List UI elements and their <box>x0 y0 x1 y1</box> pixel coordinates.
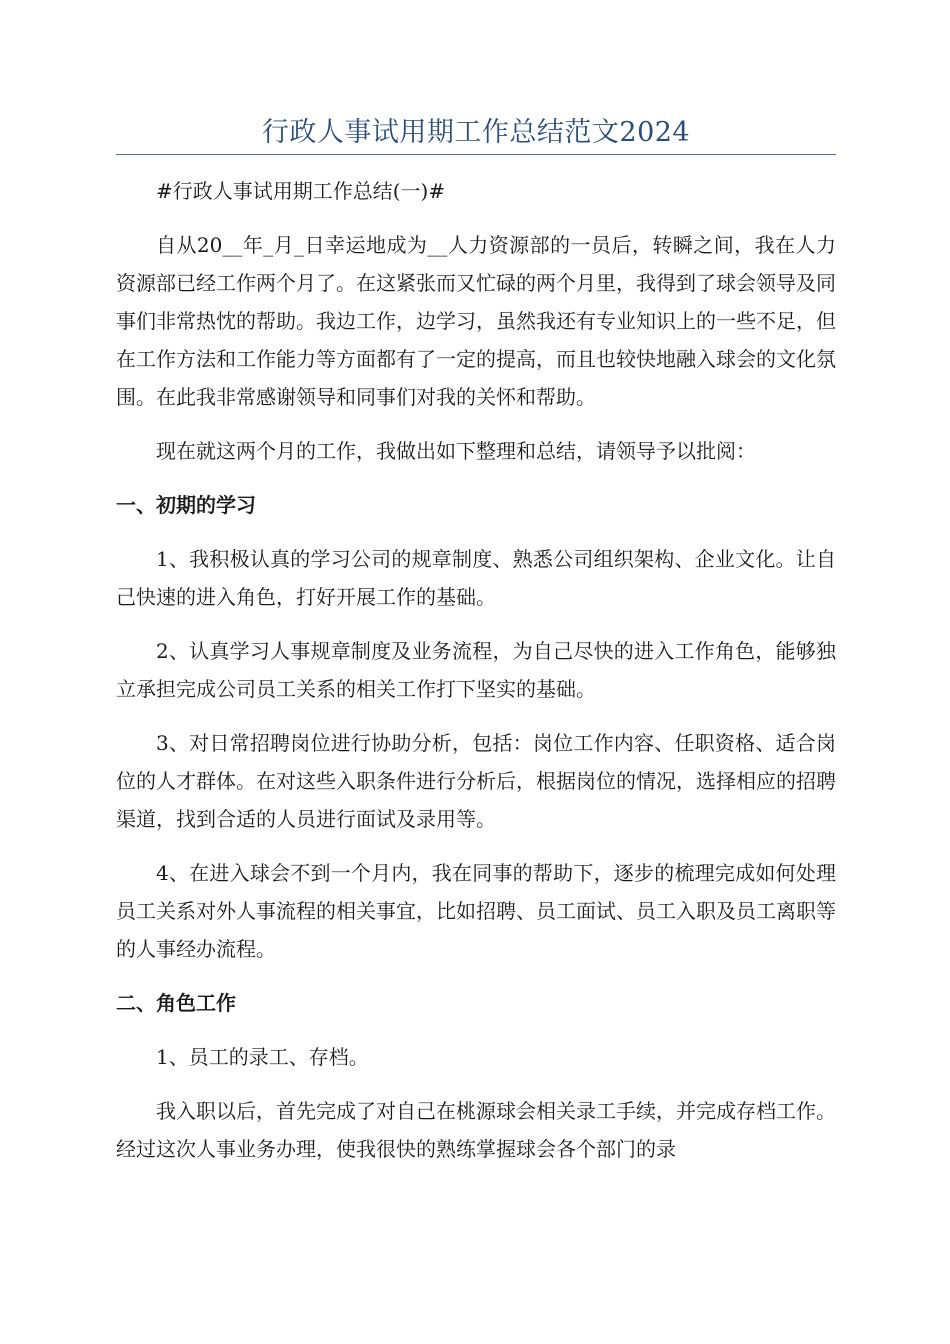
document-title: 行政人事试用期工作总结范文2024 <box>261 117 691 148</box>
document-body <box>116 172 836 1184</box>
section-heading-role-work: 二、角色工作 <box>116 991 236 1015</box>
title-underline <box>116 154 836 155</box>
list-paragraph-1: 1、我积极认真的学习公司的规章制度、熟悉公司组织架构、企业文化。让自己快速的进入角色，打好开展工作的基础。 <box>116 547 836 609</box>
role-item-1: 1、员工的录工、存档。 <box>156 1045 369 1069</box>
section-heading-early-learning: 一、初期的学习 <box>116 493 256 517</box>
role-paragraph-1: 我入职以后，首先完成了对自己在桃源球会相关录工手续，并完成存档工作。经过这次人事业务办理，使我很快的熟练掌握球会各个部门的录 <box>116 1099 836 1161</box>
subtitle-paragraph: #行政人事试用期工作总结(一)# <box>156 179 446 203</box>
list-paragraph-3: 3、对日常招聘岗位进行协助分析，包括：岗位工作内容、任职资格、适合岗位的人才群体。在对这些入职条件进行分析后，根据岗位的情况，选择相应的招聘渠道，找到合适的人员进行面试及录用等。 <box>116 731 836 831</box>
summary-intro-paragraph: 现在就这两个月的工作，我做出如下整理和总结，请领导予以批阅： <box>156 439 756 463</box>
list-paragraph-4: 4、在进入球会不到一个月内，我在同事的帮助下，逐步的梳理完成如何处理员工关系对外人事流程的相关事宜，比如招聘、员工面试、员工入职及员工离职等的人事经办流程。 <box>116 861 836 961</box>
list-paragraph-2: 2、认真学习人事规章制度及业务流程，为自己尽快的进入工作角色，能够独立承担完成公司员工关系的相关工作打下坚实的基础。 <box>116 639 836 701</box>
document-page <box>116 0 836 1344</box>
intro-paragraph: 自从20__年_月_日幸运地成为__人力资源部的一员后，转瞬之间，我在人力资源部已经工作两个月了。在这紧张而又忙碌的两个月里，我得到了球会领导及同事们非常热忱的帮助。我边工作，边学习，虽然我还有专业知识上的一些不足，但在工作方法和工作能力等方面都有了一定的提高，而且也较快地融入球会的文化氛围。在此我非常感谢领导和同事们对我的关怀和帮助。 <box>116 233 836 409</box>
